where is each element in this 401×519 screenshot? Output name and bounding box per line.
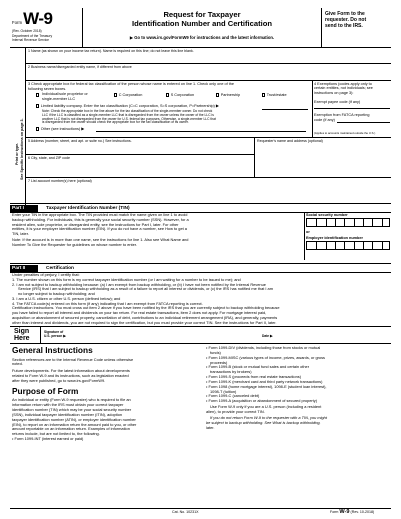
part1-header bbox=[10, 204, 391, 212]
part1-tag: Part I bbox=[10, 205, 38, 212]
partnership-label: Partnership bbox=[220, 93, 241, 97]
individual-checkbox[interactable] bbox=[36, 93, 41, 98]
account-numbers-input[interactable] bbox=[27, 183, 390, 195]
catalog-number: Cat. No. 10231X bbox=[172, 510, 199, 514]
line6-label: 6 City, state, and ZIP code bbox=[28, 155, 71, 160]
date-label: Date ▶ bbox=[262, 334, 273, 338]
other-input[interactable] bbox=[96, 131, 306, 132]
left-column: General Instructions Section references are to the Internal Revenue Code unless otherwise noted. Future developments. For the latest information about developments related to Form W-9 and its instructions, such as legislation enacted after they were published, go to www.irs.gov/FormW9. Purpose of Form An individual or entity (Form W-9 requester) who is required to file an information return with the IRS must obtain your correct taxpayer identification number (TIN) which may be your social security number (SSN), individual taxpayer identification number (ITIN), adoption taxpayer identification number (ATIN), or employer identification number (EIN), to report on an information return the amount paid to you, or other amount reportable on an information return. Examples of information returns include, but are not limited to, the following. • Form 1099-INT (interest earned or paid) bbox=[12, 346, 200, 442]
department: Department of the Treasury bbox=[12, 33, 53, 38]
llc-checkbox[interactable] bbox=[36, 104, 219, 109]
give-form-line3: send to the IRS. bbox=[325, 23, 363, 29]
partnership-checkbox[interactable] bbox=[216, 93, 240, 98]
city-state-zip-input[interactable] bbox=[27, 160, 252, 170]
form-number: W-9 bbox=[23, 9, 53, 28]
individual-checkbox-box bbox=[36, 93, 39, 96]
ssn-label: Social security number bbox=[306, 213, 348, 217]
trust-estate-checkbox[interactable] bbox=[262, 93, 287, 98]
part2-title: Certification bbox=[46, 265, 74, 271]
form-revision: (Rev. October 2018) bbox=[12, 29, 42, 33]
exempt-payee-label: Exempt payee code (if any) bbox=[314, 100, 361, 104]
trust-estate-label: Trust/estate bbox=[266, 93, 287, 97]
name-input[interactable] bbox=[27, 53, 390, 63]
certification-text: Under penalties of perjury, I certify that: 1. The number shown on this form is my correct taxpayer identification number (or I am waiting for a number to be issued to me); and 2. I am not subject to backup withholding because: (a) I am exempt from backup withholding, or (b) I have not been notified by the Internal Revenue Service (IRS) that I am subject to backup withholding as a result of a failure to report all interest or dividends, or (c) the IRS has notified me that I am no longer subject to backup withholding; and 3. I am a U.S. citizen or other U.S. person (defined below); and 4. The FATCA code(s) entered on this form (if any) indicating that I am exempt from FATCA reporting is correct. Certification instructions. You must cross out item 2 above if you have been notified by the IRS that you are currently subject to backup withholding because you have failed to report all interest and dividends on your tax return. For real estate transactions, item 2 does not apply. For mortgage interest paid, acquisition or abandonment of secured property, cancellation of debt, contributions to an individual retirement arrangement (IRA), and generally, payments other than interest and dividends, you are not required to sign the certification, but you must provide your correct TIN. See the instructions for Part II, later. bbox=[12, 272, 280, 325]
llc-label: Limited liability company. Enter the tax classification (C=C corporation, S=S corporation, P=Partnership) ▶ bbox=[40, 104, 219, 108]
c-corporation-checkbox[interactable] bbox=[114, 93, 142, 98]
fatca-input[interactable] bbox=[337, 122, 390, 123]
other-checkbox[interactable] bbox=[36, 127, 84, 132]
requester-label: Requester's name and address (optional) bbox=[257, 138, 323, 143]
line1-label: 1 Name (as shown on your income tax return). Name is required on this line; do not leave this line blank. bbox=[28, 48, 194, 53]
signature-label: Signature of U.S. person ▶ bbox=[44, 330, 66, 338]
form-title-line1: Request for Taxpayer bbox=[163, 10, 241, 19]
instructions-link[interactable]: ▶ Go to www.irs.gov/FormW9 for instructions and the latest information. bbox=[129, 35, 275, 40]
part1-title: Taxpayer Identification Number (TIN) bbox=[46, 205, 130, 211]
part2-tag: Part II bbox=[10, 265, 38, 272]
line5-label: 5 Address (number, street, and apt. or suite no.) See instructions. bbox=[28, 138, 132, 143]
s-corporation-checkbox[interactable] bbox=[166, 93, 194, 98]
ein-input[interactable] bbox=[306, 241, 390, 250]
part1-instructions: Enter your TIN in the appropriate box. The TIN provided must match the name given on line 1 to avoid backup withholding. For individuals, this is generally your social security number (SSN). However, for a resident alien, sole proprietor, or disregarded entity, see the instructions for Part I, later. For other entities, it is your employer identification number (EIN). If you do not have a number, see How to get a TIN, later. Note: If the account is in more than one name, see the instructions for line 1. Also see What Name and Number To Give the Requester for guidelines on whose number to enter. bbox=[12, 212, 189, 248]
footer-form-id: Form W-9 (Rev. 10-2018) bbox=[330, 509, 375, 515]
line2-label: 2 Business name/disregarded entity name, if different from above bbox=[28, 64, 132, 69]
line7-label: 7 List account number(s) here (optional) bbox=[28, 178, 92, 183]
fatca-label: Exemption from FATCA reporting code (if any) bbox=[314, 113, 370, 122]
exemptions-label: 4 Exemptions (codes apply only to certain entities, not individuals; see instructions on page 3): bbox=[314, 81, 373, 95]
part2-header bbox=[10, 264, 391, 272]
give-form-line1: Give Form to the bbox=[325, 11, 365, 17]
signature-input[interactable] bbox=[72, 328, 262, 341]
line3-label: 3 Check appropriate box for federal tax classification of the person whose name is entered on line 1. Check only one of the following seven boxes. bbox=[28, 82, 234, 91]
ssn-input[interactable] bbox=[306, 218, 390, 227]
s-corporation-label: S Corporation bbox=[170, 93, 195, 97]
address-input[interactable] bbox=[27, 143, 252, 153]
specific-instructions-label: See Specific Instructions on page 3. bbox=[20, 118, 24, 180]
form-title-line2: Identification Number and Certification bbox=[131, 19, 273, 28]
applies-note: (Applies to accounts maintained outside the U.S.) bbox=[314, 131, 376, 135]
ein-label: Employer identification number bbox=[306, 236, 363, 240]
print-or-type-label: Print or type. bbox=[15, 142, 19, 165]
sign-here-label: Sign Here bbox=[14, 328, 30, 342]
business-name-input[interactable] bbox=[27, 69, 390, 79]
right-column: • Form 1099-DIV (dividends, including those from stocks or mutual funds) • Form 1099-MISC (various types of income, prizes, awards, or gross proceeds) • Form 1099-B (stock or mutual fund sales and certain other transactions by brokers) • Form 1099-S (proceeds from real estate transactions) • Form 1099-K (merchant card and third party network transactions) • Form 1098 (home mortgage interest), 1098-E (student loan interest), 1098-T (tuition) • Form 1099-C (canceled debt) • Form 1099-A (acquisition or abandonment of secured property) Use Form W-9 only if you are a U.S. person (including a resident alien), to provide your correct TIN. If you do not return Form W-9 to the requester with a TIN, you might be subject to backup withholding. See What is backup withholding, later. bbox=[206, 345, 327, 430]
other-label: Other (see instructions) ▶ bbox=[40, 127, 85, 131]
llc-note: Note: Check the appropriate box in the line above for the tax classification of the single-member owner. Do not check LLC if the LLC is classified as a single-member LLC that is disregarded from the owner unless the owner of the LLC is another LLC that is not disregarded from the owner for U.S. federal tax purposes. Otherwise, a single-member LLC that is disregarded from the owner should check the appropriate box for the tax classification of its owner. bbox=[42, 109, 216, 125]
form-id-block bbox=[12, 9, 52, 29]
general-instructions-heading: General Instructions bbox=[12, 345, 93, 355]
date-input[interactable] bbox=[278, 328, 390, 341]
c-corporation-label: C Corporation bbox=[118, 93, 143, 97]
exempt-payee-input[interactable] bbox=[314, 108, 390, 109]
individual-label: Individual/sole proprietor or single-member LLC bbox=[42, 92, 88, 101]
agency: Internal Revenue Service bbox=[12, 37, 50, 42]
or-label: or bbox=[306, 230, 310, 234]
give-form-line2: requester. Do not bbox=[325, 17, 367, 23]
requester-input[interactable] bbox=[256, 143, 390, 176]
form-label: Form bbox=[12, 20, 23, 25]
purpose-heading: Purpose of Form bbox=[12, 385, 79, 396]
